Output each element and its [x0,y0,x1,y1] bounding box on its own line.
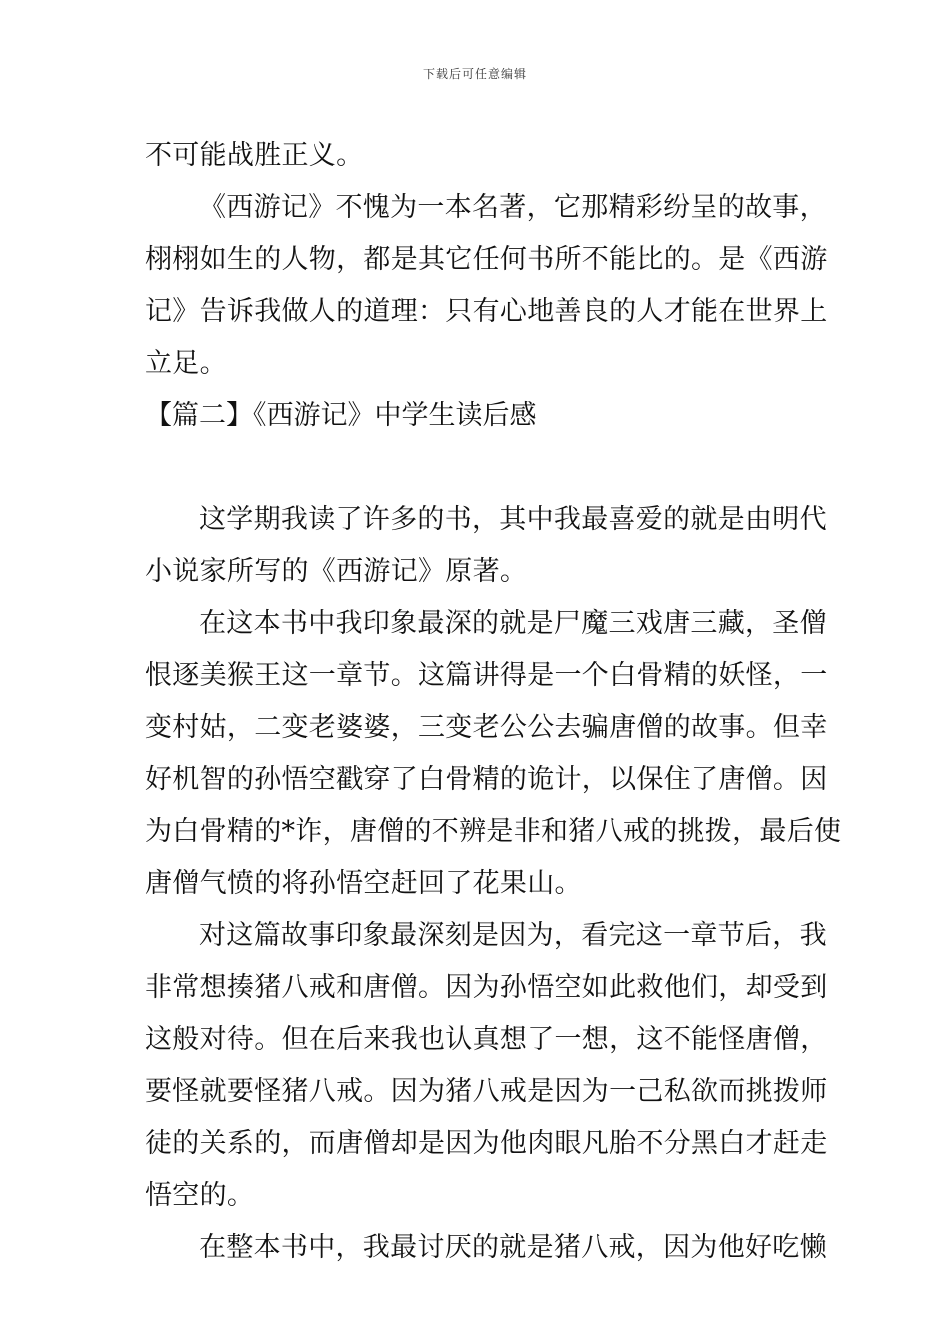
text-line: 徒的关系的，而唐僧却是因为他肉眼凡胎不分黑白才赶走 [145,1128,828,1159]
text-line: 栩栩如生的人物，都是其它任何书所不能比的。是《西游 [145,244,828,275]
text-line: 不可能战胜正义。 [145,140,364,171]
paragraph-3 [145,598,842,910]
section-title: 【篇二】《西游记》中学生读后感 [145,400,537,431]
text-line: 悟空的。 [145,1180,255,1211]
text-line: 这学期我读了许多的书，其中我最喜爱的就是由明代 [199,504,827,535]
text-line: 这般对待。但在后来我也认真想了一想，这不能怪唐僧， [145,1024,828,1055]
paragraph-1 [145,182,828,390]
text-line: 好机智的孙悟空戳穿了白骨精的诡计，以保住了唐僧。因 [145,764,828,795]
text-line: 恨逐美猴王这一章节。这篇讲得是一个白骨精的妖怪，一 [145,660,828,691]
text-line: 唐僧气愤的将孙悟空赶回了花果山。 [145,868,582,899]
paragraph-4 [145,910,828,1222]
paragraph-5 [145,1222,827,1274]
text-line: 在这本书中我印象最深的就是尸魔三戏唐三藏，圣僧 [199,608,827,639]
text-line: 要怪就要怪猪八戒。因为猪八戒是因为一己私欲而挑拨师 [145,1076,828,1107]
paragraph-0 [145,130,810,182]
text-line: 《西游记》不愧为一本名著，它那精彩纷呈的故事， [199,192,827,223]
text-line: 变村姑，二变老婆婆，三变老公公去骗唐僧的故事。但幸 [145,712,828,743]
text-line: 对这篇故事印象最深刻是因为，看完这一章节后，我 [199,920,827,951]
text-line: 立足。 [145,348,227,379]
document-body [145,130,842,1274]
paragraph-2 [145,494,827,598]
text-line: 非常想揍猪八戒和唐僧。因为孙悟空如此救他们，却受到 [145,972,828,1003]
text-line: 小说家所写的《西游记》原著。 [145,556,528,587]
blank-line [145,442,810,494]
text-line: 为白骨精的*诈，唐僧的不辨是非和猪八戒的挑拨，最后使 [145,816,842,847]
text-line: 记》告诉我做人的道理：只有心地善良的人才能在世界上 [145,296,828,327]
text-line: 在整本书中，我最讨厌的就是猪八戒，因为他好吃懒 [199,1232,827,1263]
page-header-note: 下载后可任意编辑 [422,67,527,81]
